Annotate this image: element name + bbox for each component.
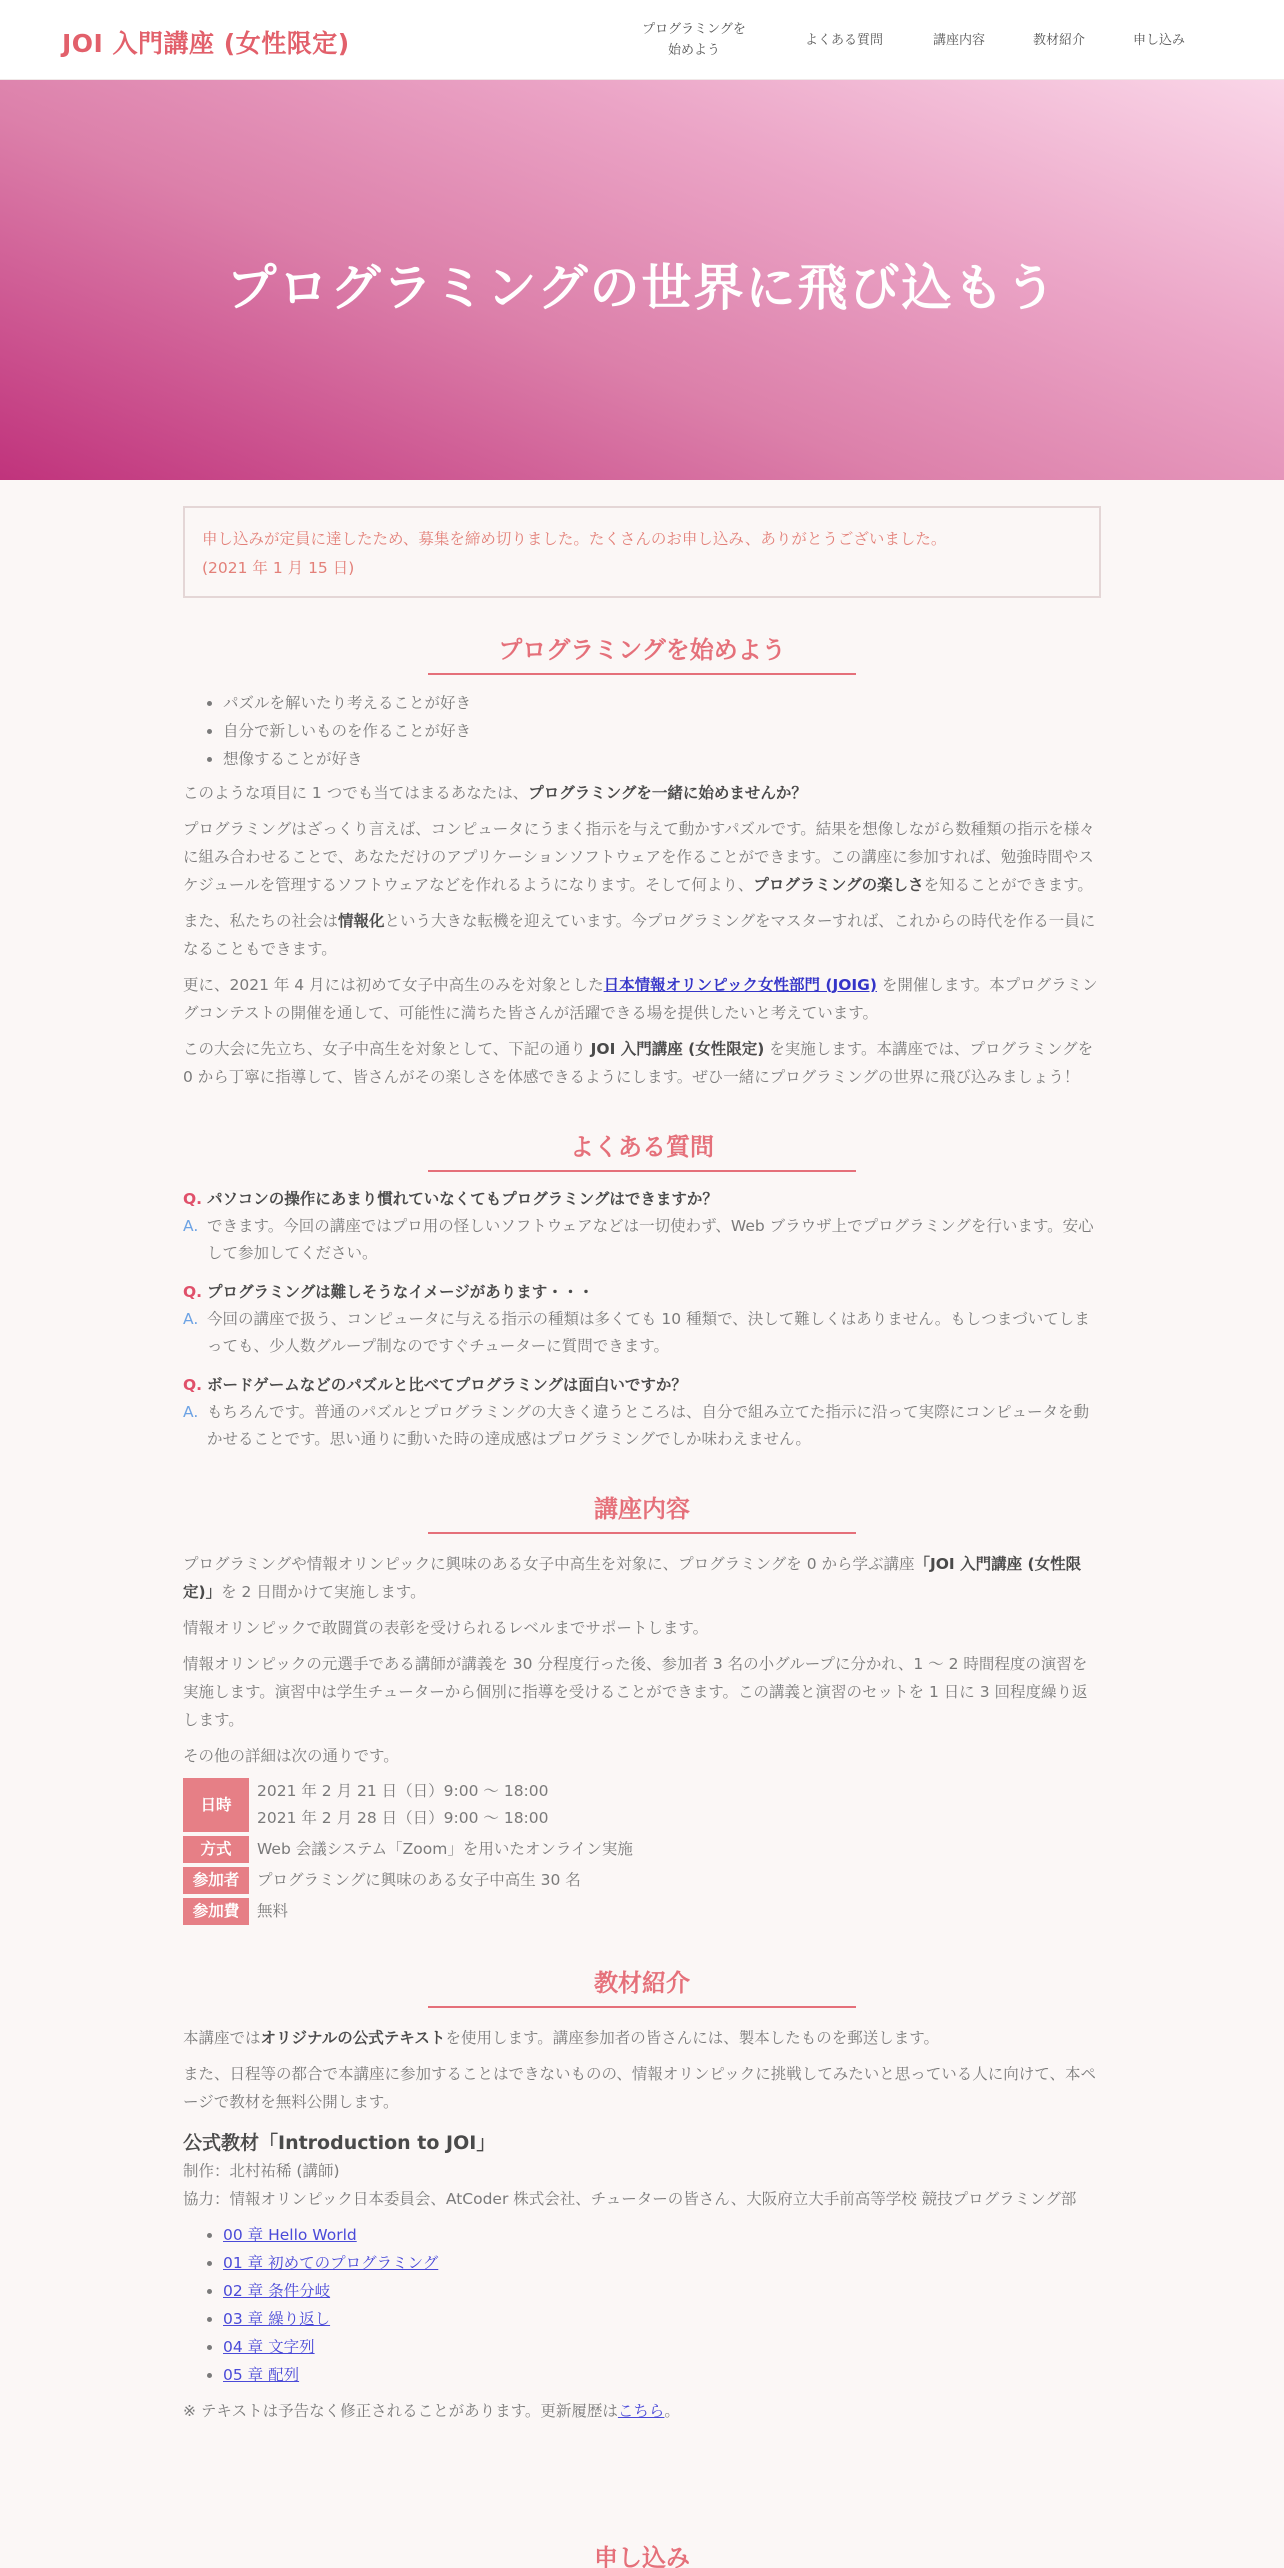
table-row bbox=[183, 1836, 633, 1863]
list-item bbox=[223, 2249, 1101, 2277]
course-paragraph-4: その他の詳細は次の通りです。 bbox=[183, 1747, 399, 1765]
course-details-table bbox=[183, 1774, 633, 1929]
nav-start-programming[interactable] bbox=[624, 0, 764, 80]
main-content bbox=[183, 506, 1101, 2425]
chapter-link-05[interactable]: 05 章 配列 bbox=[223, 2366, 300, 2384]
list-item bbox=[223, 2361, 1101, 2389]
faq-question: Q. ボードゲームなどのパズルと比べてプログラミングは面白いですか？ bbox=[183, 1372, 1101, 1399]
list-item: • 想像することが好き bbox=[223, 745, 1101, 773]
date-values: 2021 年 2 月 21 日（日）9:00 〜 18:00 2021 年 2 月 28 日（日）9:00 〜 18:00 bbox=[257, 1782, 549, 1827]
faq-question: Q. パソコンの操作にあまり慣れていなくてもプログラミングはできますか？ bbox=[183, 1186, 1101, 1213]
nav-course[interactable]: 講座内容 bbox=[932, 32, 985, 48]
list-item bbox=[223, 2305, 1101, 2333]
interest-list bbox=[223, 689, 1101, 773]
faq-list bbox=[183, 1186, 1101, 1453]
top-navbar bbox=[0, 0, 1284, 80]
chapter-link-02[interactable]: 02 章 条件分岐 bbox=[223, 2282, 331, 2300]
book-title: 公式教材「Introduction to JOI」 bbox=[183, 2132, 496, 2154]
answer-mark-label: A. bbox=[183, 1403, 199, 1421]
answer-mark-label: A. bbox=[183, 1217, 199, 1235]
nav-materials[interactable]: 教材紹介 bbox=[1032, 32, 1085, 48]
section-heading-course: 講座内容 bbox=[183, 1489, 1101, 1534]
table-row bbox=[183, 1867, 633, 1894]
book-author: 制作：北村祐稀 (講師) bbox=[183, 2162, 340, 2180]
question-mark-label: Q. bbox=[183, 1190, 203, 1208]
course-paragraph-1: プログラミングや情報オリンピックに興味のある女子中高生を対象に、プログラミングを 0 から学ぶ講座「JOI 入門講座 (女性限定)」を 2 日間かけて実施します。 bbox=[183, 1555, 1082, 1601]
materials-paragraph-1: 本講座ではオリジナルの公式テキストを使用します。講座参加者の皆さんには、製本したものを郵送します。 bbox=[183, 2029, 939, 2047]
fee-label: 参加費 bbox=[183, 1898, 249, 1925]
hero-title: プログラミングの世界に飛び込もう bbox=[226, 259, 1058, 317]
section-heading-faq: よくある質問 bbox=[183, 1127, 1101, 1172]
materials-note: ※ テキストは予告なく修正されることがあります。更新履歴はこちら。 bbox=[183, 2402, 680, 2420]
hero-banner bbox=[0, 80, 1284, 480]
question-mark-label: Q. bbox=[183, 1376, 203, 1394]
section-heading-materials: 教材紹介 bbox=[183, 1963, 1101, 2008]
section-heading-apply: 申し込み bbox=[594, 2544, 690, 2568]
nav-start-programming-label: プログラミングを 始めよう bbox=[642, 22, 746, 58]
update-history-link[interactable]: こちら bbox=[617, 2402, 665, 2420]
question-mark-label: Q. bbox=[183, 1283, 203, 1301]
course-paragraph-2: 情報オリンピックで敢闘賞の表彰を受けられるレベルまでサポートします。 bbox=[183, 1619, 709, 1637]
faq-answer: A. もちろんです。普通のパズルとプログラミングの大きく違うところは、自分で組み立てた指示に沿って実際にコンピュータを動かせることです。思い通りに動いた時の達成感はプログラミングでしか味わえません。 bbox=[183, 1399, 1101, 1453]
list-item bbox=[223, 2333, 1101, 2361]
faq-question: Q. プログラミングは難しそうなイメージがあります・・・ bbox=[183, 1279, 1101, 1306]
book-credits: 協力：情報オリンピック日本委員会、AtCoder 株式会社、チューターの皆さん、大阪府立大手前高等学校 競技プログラミング部 bbox=[183, 2190, 1077, 2208]
answer-mark-label: A. bbox=[183, 1310, 199, 1328]
nav-apply[interactable]: 申し込み bbox=[1132, 32, 1185, 48]
fee-value: 無料 bbox=[257, 1902, 289, 1920]
chapter-link-04[interactable]: 04 章 文字列 bbox=[223, 2338, 315, 2356]
chapter-list bbox=[223, 2221, 1101, 2389]
site-brand[interactable]: JOI 入門講座 (女性限定) bbox=[62, 29, 350, 58]
notice-date: (2021 年 1 月 15 日) bbox=[202, 559, 355, 577]
closed-notice bbox=[183, 506, 1101, 598]
participants-label: 参加者 bbox=[183, 1867, 249, 1894]
table-row bbox=[183, 1778, 633, 1832]
chapter-link-00[interactable]: 00 章 Hello World bbox=[223, 2226, 357, 2244]
start-paragraph-1: このような項目に 1 つでも当てはまるあなたは、プログラミングを一緒に始めませんか？ bbox=[183, 784, 807, 802]
start-paragraph-3: また、私たちの社会は情報化という大きな転機を迎えています。今プログラミングをマスターすれば、これからの時代を作る一員になることもできます。 bbox=[183, 912, 1096, 958]
list-item bbox=[223, 2277, 1101, 2305]
participants-value: プログラミングに興味のある女子中高生 30 名 bbox=[257, 1871, 581, 1889]
table-row bbox=[183, 1898, 633, 1925]
list-item: • 自分で新しいものを作ることが好き bbox=[223, 717, 1101, 745]
section-heading-start: プログラミングを始めよう bbox=[183, 630, 1101, 675]
method-value: Web 会議システム「Zoom」を用いたオンライン実施 bbox=[257, 1840, 633, 1858]
faq-answer: A. できます。今回の講座ではプロ用の怪しいソフトウェアなどは一切使わず、Web ブラウザ上でプログラミングを行います。安心して参加してください。 bbox=[183, 1213, 1101, 1267]
start-paragraph-2: プログラミングはざっくり言えば、コンピュータにうまく指示を与えて動かすパズルです。結果を想像しながら数種類の指示を様々に組み合わせることで、あなただけのアプリケーションソフトウェアを作ることができます。この講座に参加すれば、勉強時間やスケジュールを管理するソフトウェアなどを作れるようになります。そして何より、プログラミングの楽しさを知ることができます。 bbox=[183, 820, 1095, 894]
start-paragraph-4: 更に、2021 年 4 月には初めて女子中高生のみを対象とした日本情報オリンピック女性部門 (JOIG) を開催します。本プログラミングコンテストの開催を通して、可能性に満ちた皆さんが活躍できる場を提供したいと考えています。 bbox=[183, 976, 1098, 1022]
course-paragraph-3: 情報オリンピックの元選手である講師が講義を 30 分程度行った後、参加者 3 名の小グループに分かれ、1 〜 2 時間程度の演習を実施します。演習中は学生チューターから個別に指導を受けることができます。この講義と演習のセットを 1 日に 3 回程度繰り返します。 bbox=[183, 1655, 1088, 1729]
start-paragraph-5: この大会に先立ち、女子中高生を対象として、下記の通り JOI 入門講座 (女性限定) を実施します。本講座では、プログラミングを 0 から丁寧に指導して、皆さんがその楽しさを体感できるようにします。ぜひ一緒にプログラミングの世界に飛び込みましょう！ bbox=[183, 1040, 1094, 1086]
date-label: 日時 bbox=[183, 1778, 249, 1832]
materials-paragraph-2: また、日程等の都合で本講座に参加することはできないものの、情報オリンピックに挑戦してみたいと思っている人に向けて、本ページで教材を無料公開します。 bbox=[183, 2065, 1096, 2111]
nav-faq[interactable]: よくある質問 bbox=[804, 32, 883, 48]
list-item bbox=[223, 2221, 1101, 2249]
chapter-link-03[interactable]: 03 章 繰り返し bbox=[223, 2310, 331, 2328]
method-label: 方式 bbox=[183, 1836, 249, 1863]
chapter-link-01[interactable]: 01 章 初めてのプログラミング bbox=[223, 2254, 439, 2272]
notice-text: 申し込みが定員に達したため、募集を締め切りました。たくさんのお申し込み、ありがとうございました。 bbox=[202, 530, 947, 548]
faq-answer: A. 今回の講座で扱う、コンピュータに与える指示の種類は多くても 10 種類で、決して難しくはありません。もしつまづいてしまっても、少人数グループ制なのですぐチューターに質問できます。 bbox=[183, 1306, 1101, 1360]
joig-link[interactable]: 日本情報オリンピック女性部門 (JOIG) bbox=[603, 976, 877, 994]
list-item: • パズルを解いたり考えることが好き bbox=[223, 689, 1101, 717]
